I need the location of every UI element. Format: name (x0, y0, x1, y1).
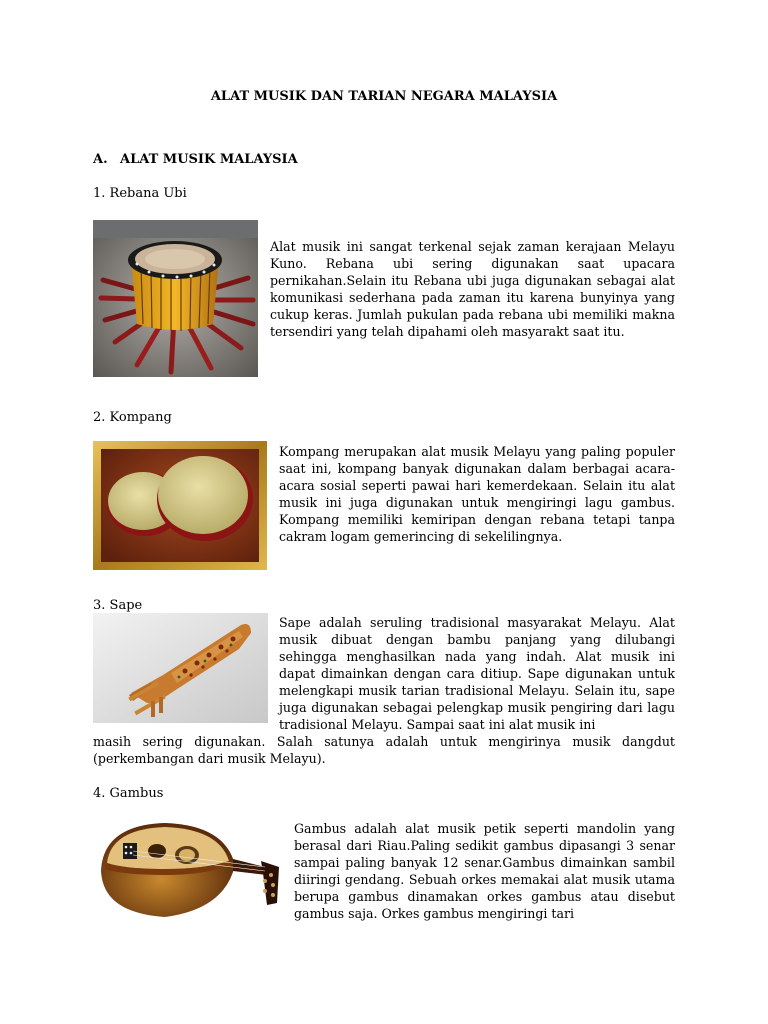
sape-image (93, 613, 268, 723)
instrument-text-kompang: Kompang merupakan alat musik Melayu yang paling populer saat ini, kompang banyak digunakan dalam berbagai acara-acara sosial seperti pawai hari kemerdekaan. Selain itu alat musik ini juga digunakan untuk mengiringi lagu gambus. Kompang memiliki kemiripan dengan rebana tetapi tanpa cakram logam gemerincing di sekelilingnya. (279, 444, 675, 544)
instrument-text-sape: Sape adalah seruling tradisional masyarakat Melayu. Alat musik dibuat dengan bambu panjang yang dilubangi sehingga menghasilkan nada yang indah. Alat musik ini dapat dimainkan dengan cara ditiup. Sape digunakan untuk melengkapi musik tarian tradisional Melayu. Selain itu, sape juga digunakan sebagai pelengkap musik pengiring dari lagu tradisional Melayu. Sampai saat ini alat musik ini (279, 615, 675, 732)
instrument-text-rebana-ubi: Alat musik ini sangat terkenal sejak zaman kerajaan Melayu Kuno. Rebana ubi sering digunakan saat upacara pernikahan.Selain itu Rebana ubi juga digunakan sebagai alat komunikasi sederhana pada zaman itu karena bunyinya yang cukup keras. Jumlah pukulan pada rebana ubi memiliki makna tersendiri yang telah dipahami oleh masyarakt saat itu. (270, 239, 675, 339)
instrument-heading-gambus: 4. Gambus (93, 786, 164, 801)
sape-lute-icon (93, 613, 268, 723)
gambus-image (93, 813, 280, 925)
document-title: ALAT MUSIK DAN TARIAN NEGARA MALAYSIA (210, 89, 558, 104)
instrument-heading-rebana-ubi: 1. Rebana Ubi (93, 186, 187, 201)
instrument-heading-kompang: 2. Kompang (93, 410, 172, 425)
section-title: ALAT MUSIK MALAYSIA (120, 152, 298, 167)
rebana-ubi-drum-icon (93, 220, 258, 377)
kompang-frame-drums-icon (93, 441, 267, 570)
rebana-ubi-image (93, 220, 258, 377)
instrument-heading-sape: 3. Sape (93, 598, 143, 613)
gambus-oud-icon (93, 813, 280, 925)
kompang-image (93, 441, 267, 570)
section-number: A. (93, 152, 108, 167)
section-heading (93, 151, 298, 168)
instrument-text-gambus: Gambus adalah alat musik petik seperti mandolin yang berasal dari Riau.Paling sedikit gambus dipasangi 3 senar sampai paling banyak 12 senar.Gambus dimainkan sambil diiringi gendang. Sebuah orkes memakai alat musik utama berupa gambus dinamakan orkes gambus atau disebut gambus saja. Orkes gambus mengiringi tari (294, 821, 675, 921)
instrument-text-sape-continued: masih sering digunakan. Salah satunya adalah untuk mengirinya musik dangdut (perkembangan dari musik Melayu). (93, 734, 675, 766)
